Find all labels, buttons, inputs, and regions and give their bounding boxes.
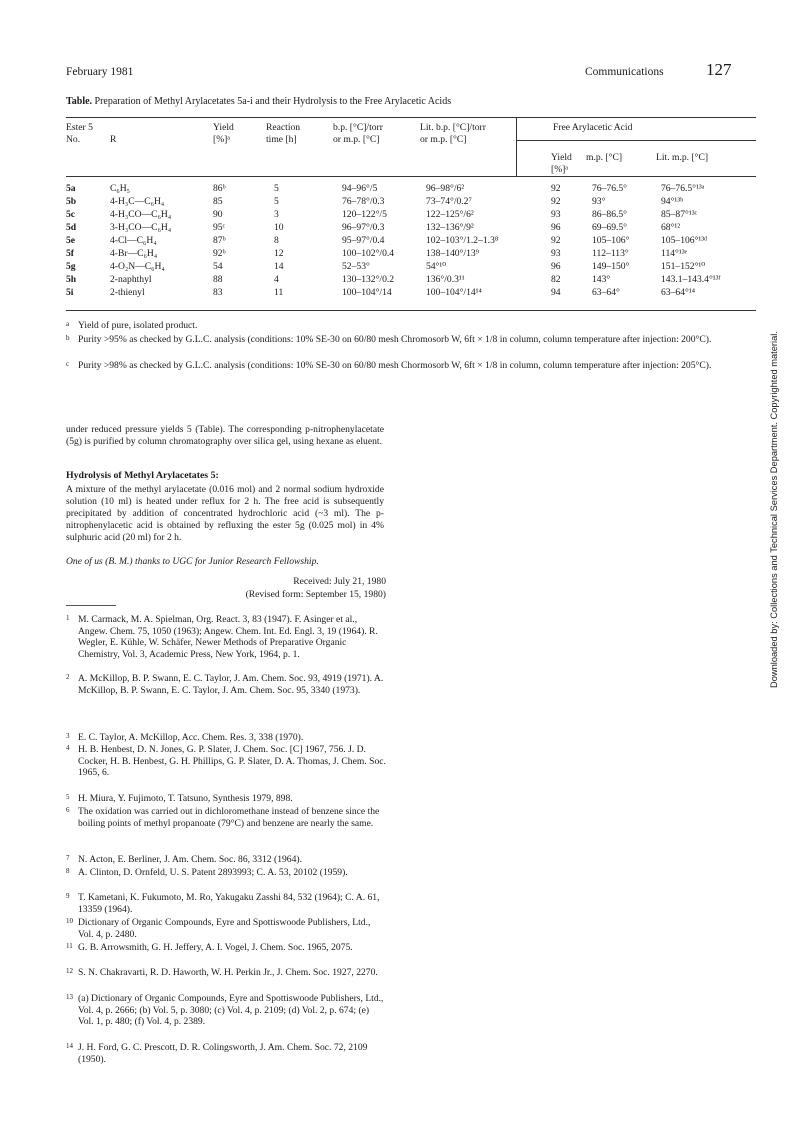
cell-time: 8: [274, 235, 279, 246]
cell-lit: 73–74°/0.2⁷: [426, 196, 472, 207]
th-time: time [h]: [266, 134, 297, 145]
cell-yield: 86ᵇ: [213, 183, 226, 194]
cell-fyield: 94: [551, 287, 561, 298]
ref-mark: 4: [66, 744, 70, 752]
cell-lit: 136°/0.3¹¹: [426, 274, 465, 285]
download-notice: [769, 258, 783, 688]
cell-yield: 95ᶜ: [213, 222, 226, 233]
cell-litmp: 85–87°¹³ᶜ: [661, 209, 698, 220]
ref-text: J. H. Ford, G. C. Prescott, D. R. Colingsworth, J. Am. Chem. Soc. 72, 2109 (1950).: [78, 1042, 368, 1065]
cell-r: 4-Br—C₆H₄: [110, 248, 158, 259]
cell-time: 3: [274, 209, 279, 220]
cell-lit: 138–140°/13⁹: [426, 248, 480, 259]
th-bp: b.p. [°C]/torr: [333, 122, 383, 133]
reference-item: [66, 867, 386, 879]
reference-item: [66, 732, 386, 744]
ref-text: Dictionary of Organic Compounds, Eyre and Spottiswoode Publishers, Ltd., Vol. 4, p. 2480.: [78, 917, 371, 940]
cell-bp: 100–104°/14: [342, 287, 392, 298]
cell-litmp: 114°¹³ᵉ: [661, 248, 688, 259]
ref-text: H. B. Henbest, D. N. Jones, G. P. Slater, J. Chem. Soc. [C] 1967, 756. J. D. Cocker, H. B. Henbest, G. H. Phillips, G. P. Slater, D. A. Thomas, J. Chem. Soc. 1965, 6.: [78, 744, 386, 778]
cell-litmp: 68°¹²: [661, 222, 681, 233]
cell-r: 4-Cl—C₆H₄: [110, 235, 157, 246]
cell-r: 4-H₃C—C₆H₄: [110, 196, 165, 207]
cell-litmp: 63–64°¹⁴: [661, 287, 696, 298]
cell-fyield: 93: [551, 248, 561, 259]
cell-time: 4: [274, 274, 279, 285]
ref-text: The oxidation was carried out in dichloromethane instead of benzene since the boiling points of methyl propanoate (79°C) and benzene are nearly the same.: [78, 806, 380, 829]
reference-item: [66, 892, 386, 915]
ref-text: A. Clinton, D. Ornfeld, U. S. Patent 2893993; C. A. 53, 20102 (1959).: [78, 867, 348, 878]
th-yield-unit: [%]ᵃ: [213, 134, 231, 145]
table-top-rule: [66, 117, 756, 118]
ref-text: M. Carmack, M. A. Spielman, Org. React. 3, 83 (1947). F. Asinger et al., Angew. Chem. 75, 1050 (1963); Angew. Chem. Int. Ed. Engl. 3, 19 (1964). R. Wegler, E. Kühle, W. Schäfer, Newer Methods of Preparative Organic Chemistry, Vol. 3, Academic Press, New York, 1964, p. 1.: [78, 614, 378, 660]
header-journal: Communications: [585, 66, 664, 78]
footnote-text: Purity >98% as checked by G.L.C. analysis (conditions: 10% SE-30 on 60/80 mesh Chormosorb W, 6ft × 1/8 in column, column temperature after injection: 205°C).: [78, 360, 712, 371]
cell-time: 10: [274, 222, 284, 233]
reference-item: [66, 806, 386, 829]
cell-no: 5b: [66, 196, 77, 207]
reference-item: [66, 673, 386, 696]
cell-bp: 52–53°: [342, 261, 370, 272]
reference-item: [66, 917, 386, 940]
reference-item: [66, 793, 386, 805]
cell-no: 5g: [66, 261, 76, 272]
body-paragraph-1: under reduced pressure yields 5 (Table). The corresponding p-nitrophenylacetate (5g) is purified by column chromatography over silica gel, using hexane as eluent.: [66, 424, 384, 447]
cell-yield: 87ᵇ: [213, 235, 226, 246]
th-bp2: or m.p. [°C]: [333, 134, 380, 145]
cell-bp: 96–97°/0.3: [342, 222, 385, 233]
revised-date: (Revised form: September 15, 1980): [245, 589, 386, 600]
download-notice-text: Downloaded by: Collections and Technical Services Department. Copyrighted material.: [769, 331, 779, 688]
cell-yield: 88: [213, 274, 223, 285]
cell-bp: 130–132°/0.2: [342, 274, 395, 285]
ref-mark: 13: [66, 993, 73, 1001]
ref-text: (a) Dictionary of Organic Compounds, Eyre and Spottiswoode Publishers, Ltd., Vol. 4, p. 2666; (b) Vol. 5, p. 3080; (c) Vol. 4, p. 2109; (d) Vol. 2, p. 674; (e) Vol. 1, p. 480; (f) Vol. 4, p. 2389.: [78, 993, 384, 1027]
th-r: R: [110, 134, 117, 145]
cell-litmp: 143.1–143.4°¹³ᶠ: [661, 274, 721, 285]
ref-text: N. Acton, E. Berliner, J. Am. Chem. Soc. 86, 3312 (1964).: [78, 854, 302, 865]
reference-item: [66, 744, 386, 779]
th-fyield-unit: [%]ᵃ: [551, 164, 569, 175]
cell-time: 11: [274, 287, 284, 298]
cell-no: 5i: [66, 287, 74, 298]
cell-litmp: 151–152°¹⁰: [661, 261, 706, 272]
cell-bp: 95–97°/0.4: [342, 235, 385, 246]
ref-text: G. B. Arrowsmith, G. H. Jeffery, A. I. Vogel, J. Chem. Soc. 1965, 2075.: [78, 942, 353, 953]
cell-lit: 54°¹⁰: [426, 261, 447, 272]
page-number: 127: [706, 60, 732, 79]
table-caption: [66, 96, 451, 107]
ref-mark: 1: [66, 614, 70, 622]
ref-mark: 9: [66, 892, 70, 900]
cell-r: 4-O₂N—C₆H₄: [110, 261, 165, 272]
ref-text: H. Miura, Y. Fujimoto, T. Tatsuno, Synthesis 1979, 898.: [78, 793, 293, 804]
cell-fyield: 82: [551, 274, 561, 285]
cell-yield: 92ᵇ: [213, 248, 226, 259]
table-divider: [516, 117, 517, 177]
cell-mp: 143°: [592, 274, 611, 285]
ref-mark: 5: [66, 793, 70, 801]
references-rule: [66, 605, 116, 606]
cell-mp: 69–69.5°: [592, 222, 628, 233]
th-ester: Ester 5: [66, 122, 93, 133]
th-free: Free Arylacetic Acid: [553, 122, 633, 133]
table-bottom-rule: [66, 310, 756, 311]
cell-mp: 76–76.5°: [592, 183, 628, 194]
footnote-mark: b: [66, 334, 70, 342]
footnote-a: [66, 320, 756, 332]
ref-mark: 11: [66, 942, 73, 950]
footnote-text: Purity >95% as checked by G.L.C. analysis (conditions: 10% SE-30 on 60/80 mesh Chromosorb W, 6ft × 1/8 in column, column temperature after injection: 200°C).: [78, 334, 712, 345]
cell-bp: 120–122°/5: [342, 209, 387, 220]
cell-no: 5f: [66, 248, 74, 259]
cell-r: 4-H₃CO—C₆H₄: [110, 209, 172, 220]
cell-time: 14: [274, 261, 284, 272]
cell-time: 5: [274, 183, 279, 194]
th-litmp: Lit. m.p. [°C]: [656, 152, 709, 163]
header-date: February 1981: [66, 66, 134, 78]
th-lit: Lit. b.p. [°C]/torr: [420, 122, 486, 133]
cell-litmp: 105–106°¹³ᵈ: [661, 235, 708, 246]
cell-time: 5: [274, 196, 279, 207]
cell-no: 5a: [66, 183, 76, 194]
cell-bp: 94–96°/5: [342, 183, 378, 194]
cell-yield: 83: [213, 287, 223, 298]
cell-no: 5c: [66, 209, 76, 220]
cell-bp: 76–78°/0.3: [342, 196, 385, 207]
cell-yield: 90: [213, 209, 223, 220]
ref-mark: 10: [66, 917, 73, 925]
ref-mark: 3: [66, 732, 70, 740]
cell-r: 2-thienyl: [110, 287, 145, 298]
reference-item: [66, 854, 386, 866]
cell-no: 5h: [66, 274, 77, 285]
reference-item: [66, 942, 386, 954]
acknowledgement: One of us (B. M.) thanks to UGC for Junior Research Fellowship.: [66, 556, 319, 567]
cell-mp: 112–113°: [592, 248, 629, 259]
cell-fyield: 92: [551, 183, 561, 194]
cell-fyield: 93: [551, 209, 561, 220]
caption-label: Table.: [66, 96, 93, 107]
th-yield: Yield: [213, 122, 234, 133]
ref-mark: 6: [66, 806, 70, 814]
cell-fyield: 92: [551, 235, 561, 246]
section-heading: Hydrolysis of Methyl Arylacetates 5:: [66, 470, 219, 481]
cell-bp: 100–102°/0.4: [342, 248, 395, 259]
reference-item: [66, 614, 386, 660]
cell-litmp: 94°¹³ᵇ: [661, 196, 684, 207]
reference-item: [66, 1042, 386, 1065]
cell-r: 3-H₃CO—C₆H₄: [110, 222, 172, 233]
footnote-mark: c: [66, 360, 70, 368]
cell-fyield: 96: [551, 222, 561, 233]
ref-text: S. N. Chakravarti, R. D. Haworth, W. H. Perkin Jr., J. Chem. Soc. 1927, 2270.: [78, 967, 378, 978]
cell-mp: 149–150°: [592, 261, 630, 272]
footnote-b: [66, 334, 756, 346]
cell-lit: 132–136°/9²: [426, 222, 474, 233]
received-date: Received: July 21, 1980: [293, 576, 386, 587]
cell-lit: 102–103°/1.2–1.3⁸: [426, 235, 499, 246]
reference-item: [66, 967, 386, 979]
cell-time: 12: [274, 248, 284, 259]
cell-no: 5e: [66, 235, 76, 246]
cell-litmp: 76–76.5°¹³ᵃ: [661, 183, 705, 194]
ref-mark: 12: [66, 967, 73, 975]
ref-mark: 8: [66, 867, 70, 875]
reference-item: [66, 993, 386, 1028]
cell-lit: 96–98°/6²: [426, 183, 465, 194]
cell-mp: 63–64°: [592, 287, 620, 298]
th-fyield: Yield: [551, 152, 572, 163]
cell-no: 5d: [66, 222, 77, 233]
th-no: No.: [66, 134, 81, 145]
ref-text: T. Kametani, K. Fukumoto, M. Ro, Yakugaku Zasshi 84, 532 (1964); C. A. 61, 13359 (1964).: [78, 892, 380, 915]
footnote-c: [66, 360, 756, 372]
footnote-mark: a: [66, 320, 70, 328]
cell-lit: 122–125°/6²: [426, 209, 474, 220]
ref-text: E. C. Taylor, A. McKillop, Acc. Chem. Res. 3, 338 (1970).: [78, 732, 304, 743]
cell-yield: 85: [213, 196, 223, 207]
table-head-rule: [66, 176, 756, 177]
th-mp: m.p. [°C]: [586, 152, 623, 163]
cell-fyield: 96: [551, 261, 561, 272]
caption-text: Preparation of Methyl Arylacetates 5a-i and their Hydrolysis to the Free Arylacetic Acids: [94, 96, 452, 107]
cell-yield: 54: [213, 261, 223, 272]
cell-fyield: 92: [551, 196, 561, 207]
ref-mark: 7: [66, 854, 70, 862]
ref-mark: 14: [66, 1042, 73, 1050]
table-sub-rule: [516, 140, 756, 141]
cell-mp: 86–86.5°: [592, 209, 628, 220]
footnote-text: Yield of pure, isolated product.: [78, 320, 198, 331]
cell-r: C₆H₅: [110, 183, 131, 194]
ref-mark: 2: [66, 673, 70, 681]
cell-r: 2-naphthyl: [110, 274, 152, 285]
cell-mp: 105–106°: [592, 235, 630, 246]
body-paragraph-2: A mixture of the methyl arylacetate (0.016 mol) and 2 normal sodium hydroxide solution (10 ml) is heated under reflux for 2 h. The free acid is subsequently precipitated by addition of concentrated hydrochloric acid (~3 ml). The p-nitrophenylacetic acid is obtained by refluxing the ester 5g (0.025 mol) in 4% sulphuric acid (20 ml) for 2 h.: [66, 484, 384, 543]
cell-lit: 100–104°/14¹⁴: [426, 287, 482, 298]
th-lit2: or m.p. [°C]: [420, 134, 467, 145]
ref-text: A. McKillop, B. P. Swann, E. C. Taylor, J. Am. Chem. Soc. 93, 4919 (1971). A. McKillop, B. P. Swann, E. C. Taylor, J. Am. Chem. Soc. 95, 3340 (1973).: [78, 673, 384, 696]
th-reaction: Reaction: [266, 122, 301, 133]
cell-mp: 93°: [592, 196, 606, 207]
